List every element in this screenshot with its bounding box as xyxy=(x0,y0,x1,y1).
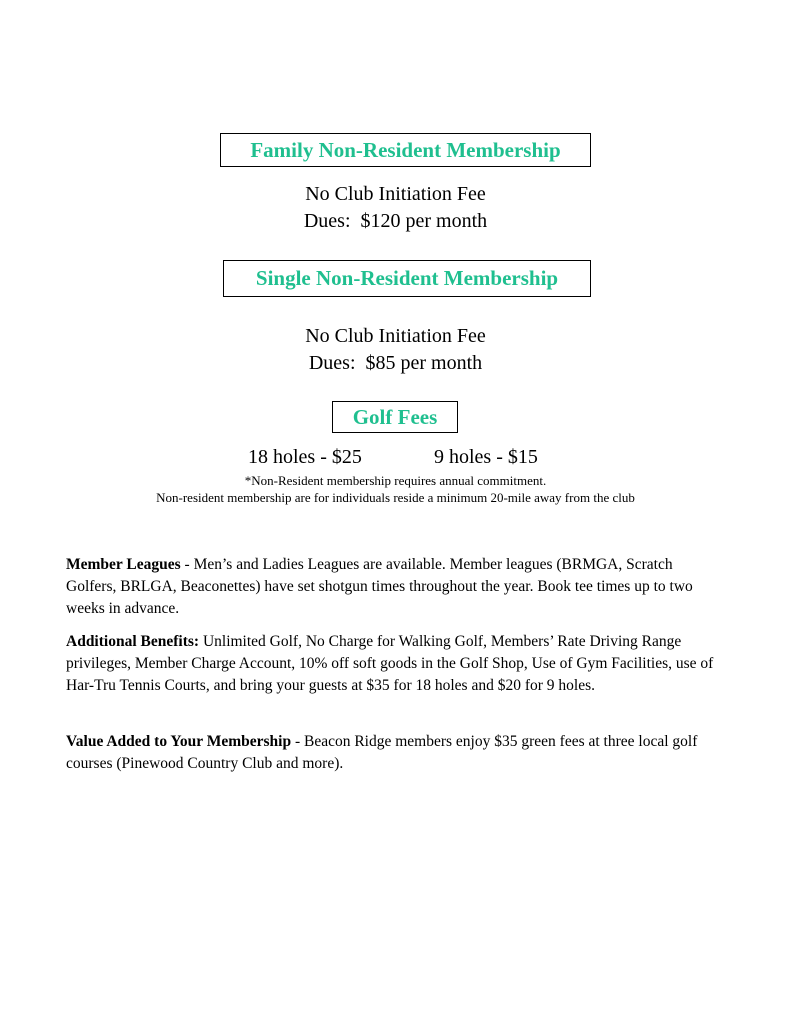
additional-benefits-text: Unlimited Golf, No Charge for Walking Golf, Members’ Rate Driving Range privileges, Member Charge Account, 10% off soft goods in the Golf Shop, Use of Gym Facilities, use of Har-Tru Tennis Courts, and bring your guests at $35 for 18 holes and $20 for 9 holes. xyxy=(66,633,714,694)
fee-9-holes: 9 holes - $15 xyxy=(434,446,538,468)
value-added-title: Value Added to Your Membership xyxy=(66,733,292,750)
additional-benefits-paragraph xyxy=(66,631,716,697)
single-membership-heading: Single Non-Resident Membership xyxy=(223,260,591,297)
single-initiation: No Club Initiation Fee xyxy=(305,325,486,347)
additional-benefits-title: Additional Benefits: xyxy=(66,633,200,650)
fee-18-holes: 18 holes - $25 xyxy=(248,446,362,468)
family-initiation: No Club Initiation Fee xyxy=(305,183,486,205)
value-added-paragraph xyxy=(66,731,716,775)
member-leagues-paragraph xyxy=(66,554,716,620)
value-added-text: - Beacon Ridge members enjoy $35 green fees at three local golf courses (Pinewood Country Club and more). xyxy=(66,733,698,772)
family-membership-heading: Family Non-Resident Membership xyxy=(220,133,591,167)
distance-requirement-note: Non-resident membership are for individuals reside a minimum 20-mile away from the club xyxy=(156,490,635,505)
member-leagues-text: - Men’s and Ladies Leagues are available. Member leagues (BRMGA, Scratch Golfers, BRLGA, Beaconettes) have set shotgun times throughout the year. Book tee times up to two weeks in advance. xyxy=(66,556,693,617)
family-dues: Dues: $120 per month xyxy=(303,210,488,232)
golf-fees-heading: Golf Fees xyxy=(332,401,458,433)
member-leagues-title: Member Leagues xyxy=(66,556,181,573)
annual-commitment-note: *Non-Resident membership requires annual commitment. xyxy=(244,473,547,488)
single-dues: Dues: $85 per month xyxy=(308,352,483,374)
